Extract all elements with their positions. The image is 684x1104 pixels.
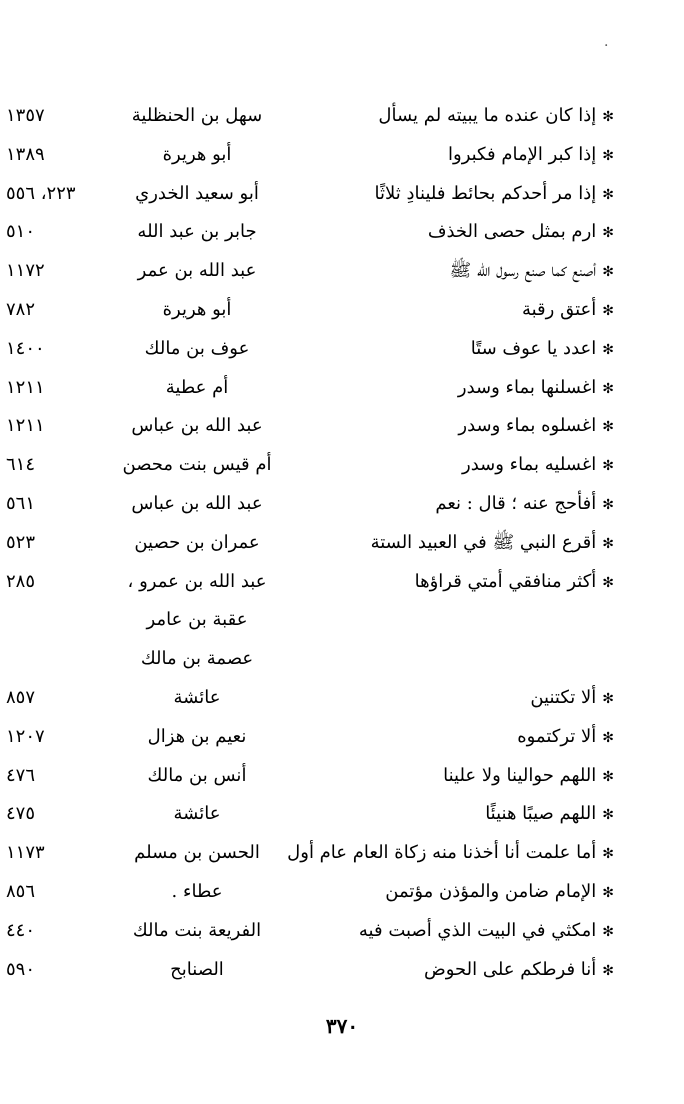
index-row [0,601,684,640]
index-row [0,795,684,834]
narrator-name: أنس بن مالك [147,764,247,786]
hadith-number: ١٣٨٩ [6,143,45,165]
narrator-name: أبو هريرة [162,298,232,320]
hadith-text [284,97,614,137]
hadith-text [284,213,614,253]
narrator-name: عقبة بن عامر [146,609,248,631]
narrator-name: عائشة [173,803,221,825]
index-row [0,369,684,408]
index-row [0,951,684,990]
hadith-label: أصنع كما صنع رسول الله ﷺ [449,260,597,282]
hadith-number: ٧٨٢ [6,298,36,320]
hadith-text [284,873,614,913]
narrator-name: أبو هريرة [162,143,232,165]
star-bullet-icon: ✻ [602,768,614,785]
hadith-number: ٤٤٠ [6,919,36,941]
top-mark: · [604,38,609,54]
hadith-text [284,563,614,603]
hadith-label: إذا كان عنده ما يبيته لم يسأل [378,105,597,126]
index-row [0,485,684,524]
hadith-number: ١٢١١ [6,415,45,437]
index-row [0,834,684,873]
hadith-label: اللهم حوالينا ولا علينا [443,764,597,786]
hadith-number: ٨٥٧ [6,686,36,708]
narrator-name: الصنابح [170,958,224,980]
hadith-text [284,369,614,409]
hadith-label: الإمام ضامن والمؤذن مؤتمن [385,880,597,902]
hadith-text [284,795,614,835]
hadith-text [284,485,614,525]
hadith-number: ١١٧٣ [6,842,45,864]
hadith-label: أنا فرطكم على الحوض [423,958,597,980]
hadith-label: أكثر منافقي أمتي قراؤها [414,570,597,592]
index-row [0,679,684,718]
narrator-name: عبد الله بن عمر [137,260,257,282]
index-row [0,252,684,291]
index-row [0,563,684,602]
hadith-number: ٢٢٣، ٥٥٦ [6,182,76,204]
hadith-number: ٥٢٣ [6,531,36,553]
hadith-number: ٥٩٠ [6,958,36,980]
index-row [0,524,684,563]
narrator-name: عصمة بن مالك [140,648,254,670]
hadith-label: أما علمت أنا أخذنا منه زكاة العام عام أول [287,842,597,864]
star-bullet-icon: ✻ [602,923,614,940]
star-bullet-icon: ✻ [602,574,614,591]
star-bullet-icon: ✻ [602,535,614,552]
star-bullet-icon: ✻ [602,846,614,863]
hadith-text [284,912,614,952]
index-row [0,912,684,951]
narrator-name: عبد الله بن عمرو ، [127,570,267,592]
narrator-name: أم قيس بنت محصن [122,454,272,476]
hadith-label: اعدد يا عوف ستًا [470,337,597,359]
star-bullet-icon: ✻ [602,147,614,164]
star-bullet-icon: ✻ [602,264,614,281]
star-bullet-icon: ✻ [602,729,614,746]
star-bullet-icon: ✻ [602,962,614,979]
narrator-name: عبد الله بن عباس [131,492,263,514]
narrator-name: نعيم بن هزال [147,725,247,747]
index-row [0,97,684,136]
hadith-number: ١٢١١ [6,376,45,398]
hadith-label: أفأحج عنه ؛ قال : نعم [435,492,597,514]
hadith-text [284,291,614,331]
index-row [0,330,684,369]
narrator-name: أم عطية [165,376,229,398]
index-row [0,640,684,679]
hadith-number: ٦١٤ [6,454,36,476]
index-row [0,873,684,912]
narrator-name: عائشة [173,686,221,708]
hadith-text [284,524,614,564]
index-row [0,407,684,446]
narrator-name: أبو سعيد الخدري [135,182,259,204]
hadith-number: ١٤٠٠ [6,337,45,359]
index-row [0,175,684,214]
hadith-number: ٢٨٥ [6,570,36,592]
hadith-text [284,175,614,215]
star-bullet-icon: ✻ [602,884,614,901]
hadith-number: ٨٥٦ [6,880,36,902]
star-bullet-icon: ✻ [602,341,614,358]
hadith-text [284,407,614,447]
index-row [0,757,684,796]
star-bullet-icon: ✻ [602,380,614,397]
hadith-text [284,446,614,486]
narrator-name: الفريعة بنت مالك [132,919,262,941]
index-row [0,446,684,485]
hadith-label: اغسليه بماء وسدر [462,454,597,476]
hadith-label: ألا تكتنين [530,686,597,708]
star-bullet-icon: ✻ [602,807,614,824]
hadith-number: ١٢٠٧ [6,725,45,747]
hadith-label: امكثي في البيت الذي أصبت فيه [358,919,597,941]
hadith-text [284,951,614,991]
hadith-label: ارم بمثل حصى الخذف [427,221,597,243]
hadith-label: اغسلوه بماء وسدر [458,415,597,437]
hadith-number: ١٣٥٧ [6,105,45,126]
narrator-name: عمران بن حصين [134,531,260,553]
star-bullet-icon: ✻ [602,302,614,319]
hadith-text [284,136,614,176]
hadith-number: ٥١٠ [6,221,36,243]
narrator-name: عبد الله بن عباس [131,415,263,437]
index-row [0,136,684,175]
hadith-text [284,834,614,874]
star-bullet-icon: ✻ [602,690,614,707]
hadith-label: اللهم صيبًا هنيئًا [485,803,597,825]
hadith-number: ٤٧٦ [6,764,36,786]
star-bullet-icon: ✻ [602,109,614,125]
hadith-label: ألا تركتموه [517,725,597,747]
hadith-label: أقرع النبي ﷺ في العبيد الستة [370,531,597,553]
narrator-name: جابر بن عبد الله [137,221,257,243]
hadith-number: ٥٦١ [6,492,36,514]
hadith-label: اغسلنها بماء وسدر [457,376,597,398]
index-row [0,718,684,757]
star-bullet-icon: ✻ [602,496,614,513]
hadith-text [284,757,614,797]
hadith-label: إذا كبر الإمام فكبروا [448,143,597,165]
star-bullet-icon: ✻ [602,225,614,242]
hadith-text [284,718,614,758]
index-row [0,291,684,330]
hadith-label: أعتق رقبة [521,298,597,320]
hadith-number: ١١٧٢ [6,260,45,282]
index-row [0,213,684,252]
page-number: ٣٧٠ [325,1014,359,1038]
narrator-name: سهل بن الحنظلية [131,105,263,126]
star-bullet-icon: ✻ [602,186,614,203]
star-bullet-icon: ✻ [602,458,614,475]
narrator-name: عوف بن مالك [144,337,250,359]
narrator-name: الحسن بن مسلم [134,842,260,864]
hadith-number: ٤٧٥ [6,803,36,825]
narrator-name: عطاء . [171,880,223,902]
hadith-text [284,330,614,370]
hadith-index-list [0,97,684,989]
hadith-label: إذا مر أحدكم بحائط فلينادِ ثلاثًا [374,182,597,204]
hadith-text [284,679,614,719]
hadith-text [284,252,614,292]
star-bullet-icon: ✻ [602,419,614,436]
